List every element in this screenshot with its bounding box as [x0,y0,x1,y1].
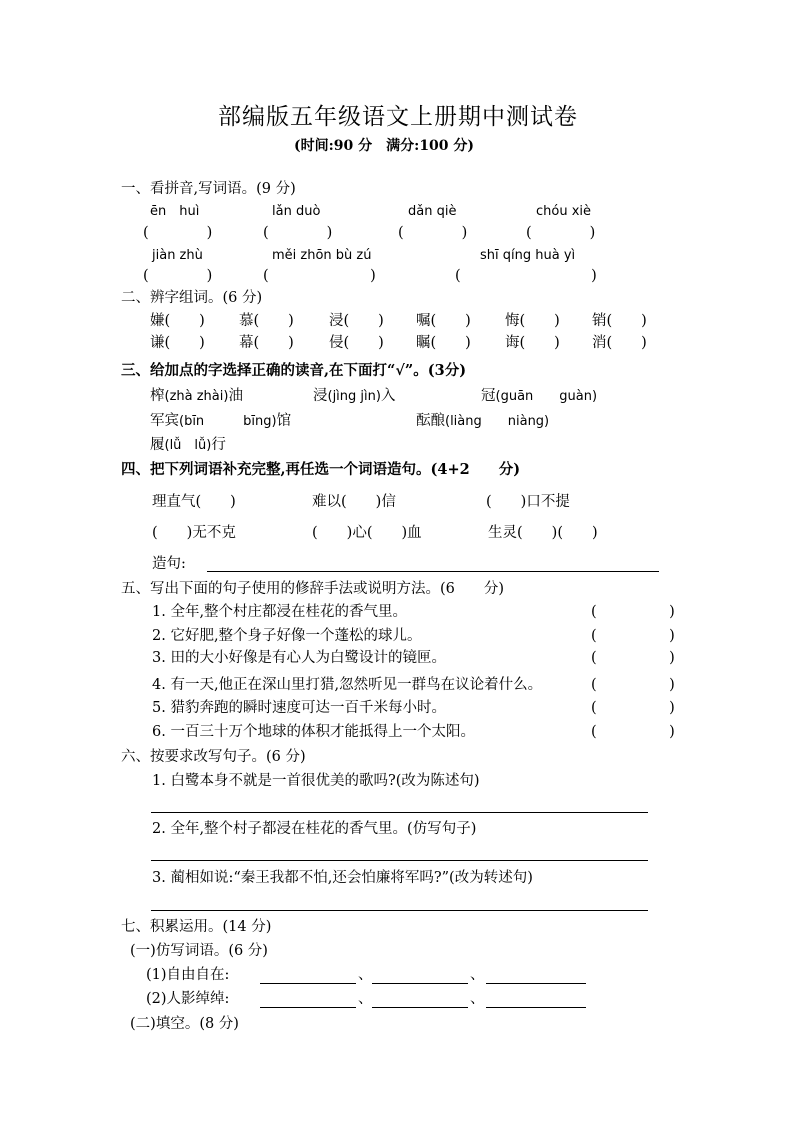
answer-blank[interactable]: ( ) [143,225,213,241]
separator: 、 [358,991,373,1007]
pronunciation-item[interactable] [481,389,597,404]
sentence-answer-line[interactable] [207,571,659,572]
word-suffix: 行 [211,437,226,453]
pinyin-options[interactable]: (bīn bīng) [179,414,277,429]
word: 军宾 [150,413,179,429]
answer-blank[interactable]: ( ) [591,724,675,740]
imitation-answer-line[interactable] [372,983,468,984]
pronunciation-item[interactable] [150,414,291,429]
answer-blank[interactable]: ( ) [263,268,376,284]
imitation-answer-line[interactable] [372,1007,468,1008]
page-title: 部编版五年级语文上册期中测试卷 [218,104,578,130]
pronunciation-item[interactable] [416,414,549,429]
pinyin: měi zhōn bù zú [272,248,372,263]
pinyin-options[interactable]: (guān guàn) [495,389,598,404]
rhetoric-sentence: 4. 有一天,他正在深山里打猎,忽然听见一群鸟在议论着什么。 [152,677,543,693]
word: 冠 [481,388,496,404]
word: 酝酿 [416,413,445,429]
section-6-heading: 六、按要求改写句子。(6 分) [121,749,306,765]
word-item[interactable]: 浸( ) [329,313,384,329]
subsection-heading: (一)仿写词语。(6 分) [130,943,268,959]
pinyin-options[interactable]: (liàng niàng) [445,414,550,429]
rhetoric-sentence: 6. 一百三十万个地球的体积才能抵得上一个太阳。 [152,724,475,740]
word-item[interactable]: 嘱( ) [416,313,471,329]
word-item[interactable]: 悔( ) [505,313,560,329]
word: 履 [150,437,165,453]
idiom-item[interactable]: 难以( )信 [312,494,396,510]
idiom-item[interactable]: 理直气( ) [152,494,236,510]
pinyin-options[interactable]: (jìng jìn) [327,389,381,404]
idiom-item[interactable]: 生灵( )( ) [488,525,598,541]
imitation-answer-line[interactable] [486,983,586,984]
answer-blank[interactable]: ( ) [398,225,468,241]
word: 浸 [313,388,328,404]
separator: 、 [470,991,485,1007]
rhetoric-sentence: 5. 猎豹奔跑的瞬时速度可达一百千米每小时。 [152,700,446,716]
pinyin: shī qíng huà yì [480,248,576,263]
answer-blank[interactable]: ( ) [591,677,675,693]
word-item[interactable]: 消( ) [592,335,647,351]
word: 榨 [150,388,165,404]
word-item[interactable]: 嫌( ) [150,313,205,329]
answer-blank[interactable]: ( ) [591,628,675,644]
pronunciation-item[interactable] [313,389,395,404]
word-item[interactable]: 侵( ) [329,335,384,351]
word-suffix: 入 [380,388,396,404]
word-suffix: 油 [228,388,243,404]
answer-blank[interactable]: ( ) [591,650,675,666]
separator: 、 [358,967,373,983]
answer-blank[interactable]: ( ) [526,225,596,241]
rewrite-prompt: 3. 蔺相如说:“秦王我都不怕,还会怕廉将军吗?”(改为转述句) [152,870,533,886]
word-item[interactable]: 幕( ) [239,335,294,351]
rewrite-prompt: 2. 全年,整个村子都浸在桂花的香气里。(仿写句子) [152,821,477,837]
answer-blank[interactable]: ( ) [263,225,333,241]
pinyin-options[interactable]: (zhà zhài) [164,389,229,404]
section-5-heading: 五、写出下面的句子使用的修辞手法或说明方法。(6 分) [121,581,505,597]
answer-blank[interactable]: ( ) [143,268,213,284]
word-suffix: 馆 [276,413,292,429]
section-3-heading: 三、给加点的字选择正确的读音,在下面打“√”。(3分) [121,362,467,379]
idiom-item[interactable]: ( )心( )血 [312,525,422,541]
answer-blank[interactable]: ( ) [591,700,675,716]
imitation-label: (2)人影绰绰: [146,991,230,1007]
imitation-label: (1)自由自在: [146,967,230,983]
pinyin: lǎn duò [272,204,321,219]
section-1-heading: 一、看拼音,写词语。(9 分) [121,181,296,197]
section-4-heading: 四、把下列词语补充完整,再任选一个词语造句。(4+2 分) [121,461,521,478]
word-item[interactable]: 慕( ) [239,313,294,329]
pinyin-options[interactable]: (lǚ lǚ) [164,438,212,453]
pinyin: chóu xiè [536,204,592,219]
rewrite-answer-line[interactable] [151,812,648,813]
pinyin: jiàn zhù [152,248,203,263]
rhetoric-sentence: 2. 它好肥,整个身子好像一个蓬松的球儿。 [152,628,422,644]
pinyin: ēn huì [150,204,200,219]
separator: 、 [470,967,485,983]
page-subtitle: (时间:90 分 满分:100 分) [294,138,475,154]
answer-blank[interactable]: ( ) [455,268,597,284]
idiom-item[interactable]: ( )无不克 [152,525,236,541]
rewrite-prompt: 1. 白鹭本身不就是一首很优美的歌吗?(改为陈述句) [152,773,480,789]
answer-blank[interactable]: ( ) [591,604,675,620]
pinyin: dǎn qiè [408,204,457,219]
word-item[interactable]: 瞩( ) [416,335,471,351]
rhetoric-sentence: 1. 全年,整个村庄都浸在桂花的香气里。 [152,604,408,620]
section-2-heading: 二、辨字组词。(6 分) [121,290,263,306]
imitation-answer-line[interactable] [260,1007,356,1008]
pronunciation-item[interactable] [150,438,226,453]
imitation-answer-line[interactable] [486,1007,586,1008]
rhetoric-sentence: 3. 田的大小好像是有心人为白鹭设计的镜匣。 [152,650,446,666]
word-item[interactable]: 销( ) [592,313,647,329]
idiom-item[interactable]: ( )口不提 [486,494,570,510]
rewrite-answer-line[interactable] [151,860,648,861]
pronunciation-item[interactable] [150,389,243,404]
section-7-heading: 七、积累运用。(14 分) [121,919,272,935]
imitation-answer-line[interactable] [260,983,356,984]
sentence-label: 造句: [152,556,186,572]
rewrite-answer-line[interactable] [151,910,648,911]
word-item[interactable]: 诲( ) [505,335,560,351]
subsection-heading: (二)填空。(8 分) [130,1016,239,1032]
word-item[interactable]: 谦( ) [150,335,205,351]
